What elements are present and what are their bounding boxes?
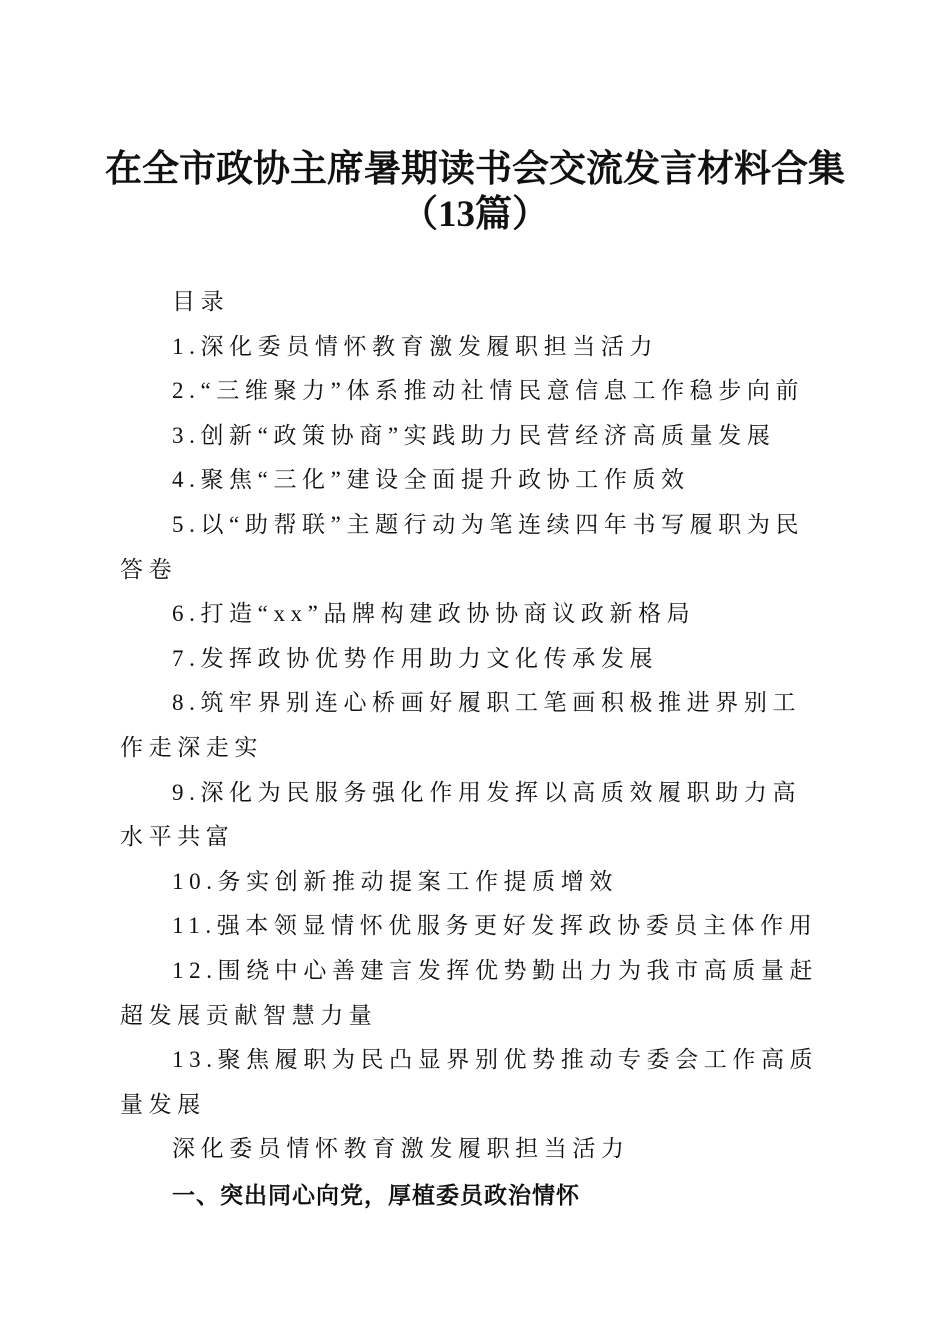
toc-item: 4.聚焦“三化”建设全面提升政协工作质效 bbox=[172, 467, 690, 493]
toc-item: 2.“三维聚力”体系推动社情民意信息工作稳步向前 bbox=[172, 378, 805, 404]
section-title: 深化委员情怀教育激发履职担当活力 bbox=[172, 1136, 630, 1162]
document-body bbox=[120, 280, 822, 1217]
toc-item: 13.聚焦履职为民凸显界别优势推动专委会工作高质量发展 bbox=[120, 1047, 819, 1117]
toc-item: 3.创新“政策协商”实践助力民营经济高质量发展 bbox=[172, 422, 776, 448]
toc-item: 7.发挥政协优势作用助力文化传承发展 bbox=[172, 645, 659, 671]
toc-item: 1.深化委员情怀教育激发履职担当活力 bbox=[172, 333, 659, 359]
toc-label: 目录 bbox=[172, 289, 230, 314]
toc-item: 8.筑牢界别连心桥画好履职工笔画积极推进界别工作走深走实 bbox=[120, 690, 802, 760]
toc-item: 11.强本领显情怀优服务更好发挥政协委员主体作用 bbox=[172, 913, 818, 939]
toc-item: 12.围绕中心善建言发挥优势勤出力为我市高质量赶超发展贡献智慧力量 bbox=[120, 957, 819, 1028]
toc-item: 9.深化为民服务强化作用发挥以高质效履职助力高水平共富 bbox=[120, 779, 802, 850]
document-subtitle-count: （13篇） bbox=[401, 194, 549, 235]
toc-item: 10.务实创新推动提案工作提质增效 bbox=[172, 868, 618, 894]
section-heading: 一、突出同心向党，厚植委员政治情怀 bbox=[172, 1181, 580, 1208]
toc-item: 5.以“助帮联”主题行动为笔连续四年书写履职为民答卷 bbox=[120, 511, 805, 582]
document-title: 在全市政协主席暑期读书会交流发言材料合集 bbox=[105, 149, 845, 190]
toc-item: 6.打造“xx”品牌构建政协协商议政新格局 bbox=[172, 601, 696, 627]
